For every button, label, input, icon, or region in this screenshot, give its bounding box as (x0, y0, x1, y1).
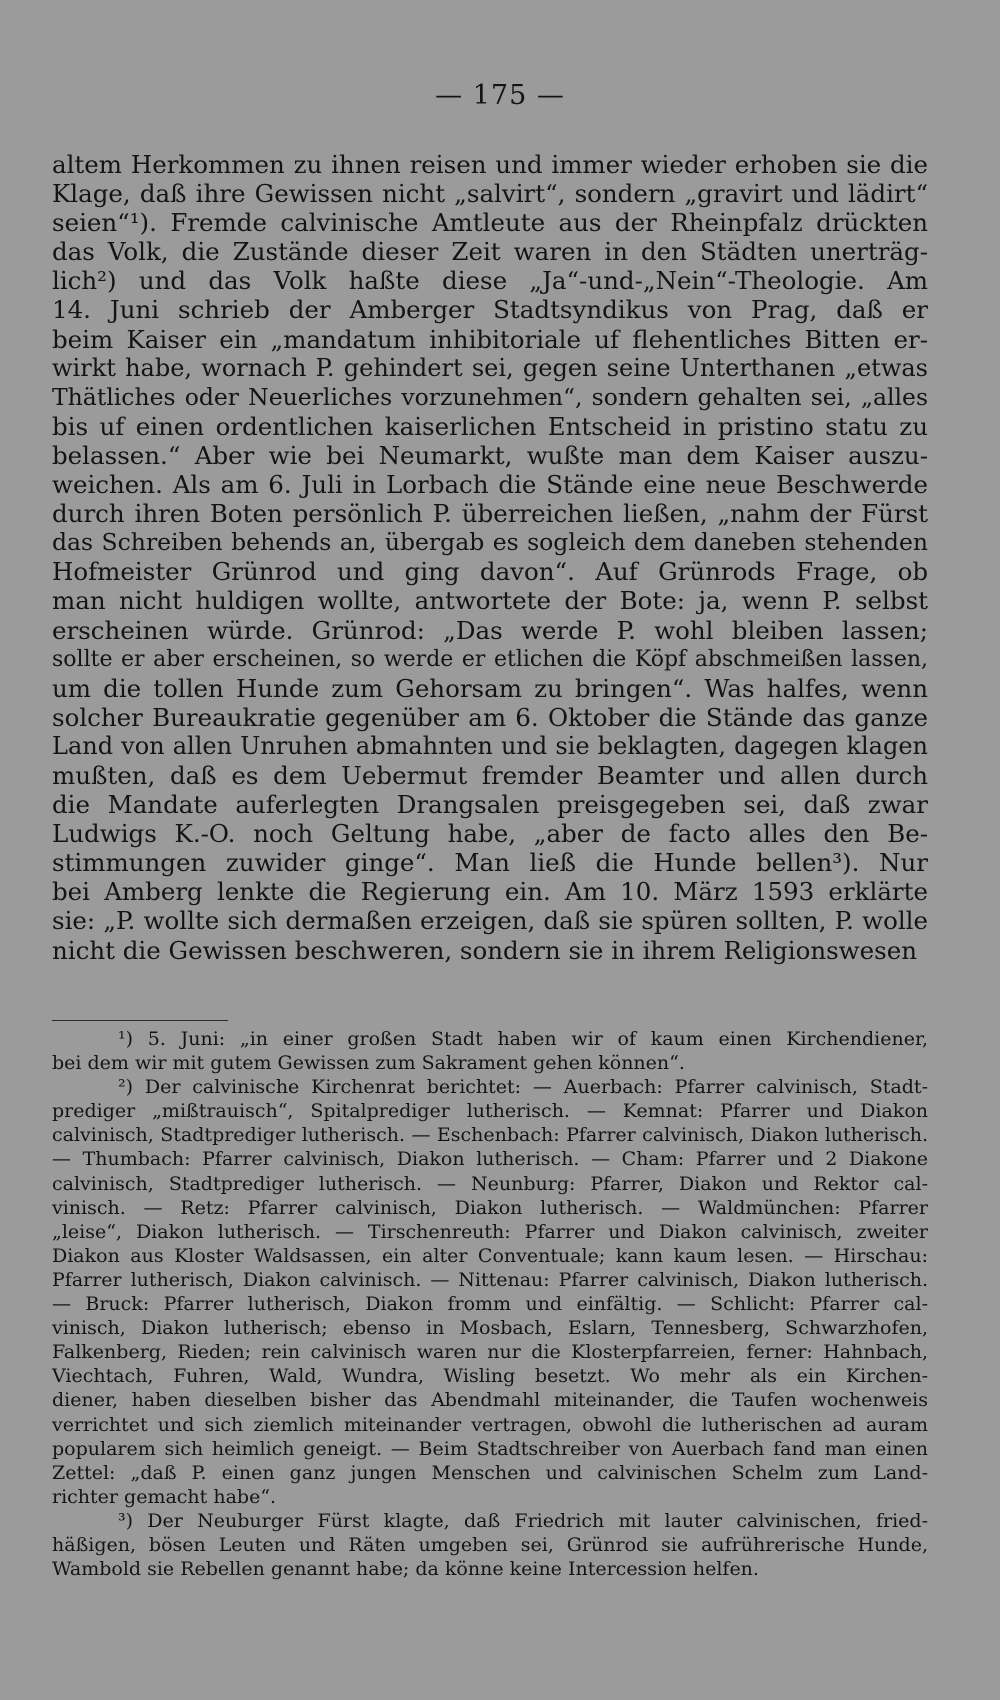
text-line: beim Kaiser ein „mandatum inhibitoriale uf flehentliches Bitten er- (52, 324, 928, 354)
text-line: durch ihren Boten persönlich P. überreichen ließen, „nahm der Fürst (52, 499, 928, 529)
text-line: mußten, daß es dem Uebermut fremder Beamter und allen durch (52, 760, 928, 790)
footnote-separator (52, 1020, 228, 1021)
footnote-line: vinisch. — Retz: Pfarrer calvinisch, Diakon lutherisch. — Waldmünchen: Pfarrer (52, 1196, 928, 1219)
footnote-line: „leise“, Diakon lutherisch. — Tirschenreuth: Pfarrer und Diakon calvinisch, zweiter (52, 1220, 928, 1243)
text-line: die Mandate auferlegten Drangsalen preisgegeben sei, daß zwar (52, 790, 928, 820)
footnote-line: Pfarrer lutherisch, Diakon calvinisch. — Nittenau: Pfarrer calvinisch, Diakon lutherisch. (52, 1268, 928, 1291)
text-line: altem Herkommen zu ihnen reisen und immer wieder erhoben sie die (52, 150, 928, 179)
footnote-line: calvinisch, Stadtprediger lutherisch. — Eschenbach: Pfarrer calvinisch, Diakon lutherisch. (52, 1124, 928, 1147)
text-line: seien“¹). Fremde calvinische Amtleute aus der Rheinpfalz drückten (52, 208, 928, 238)
text-line: stimmungen zuwider ginge“. Man ließ die Hunde bellen³). Nur (52, 848, 928, 878)
text-line: Land von allen Unruhen abmahnten und sie beklagten, dagegen klagen (52, 731, 928, 760)
text-line: sie: „P. wollte sich dermaßen erzeigen, daß sie spüren sollten, P. wolle (52, 906, 928, 936)
text-line: wirkt habe, wornach P. gehindert sei, gegen seine Unterthanen „etwas (52, 353, 928, 382)
page-number: — 175 — (435, 80, 565, 111)
text-line: belassen.“ Aber wie bei Neumarkt, wußte man dem Kaiser auszu- (52, 440, 928, 470)
text-line: das Volk, die Zustände dieser Zeit waren in den Städten unerträg- (52, 237, 928, 267)
footnote-line: ³) Der Neuburger Fürst klagte, daß Friedrich mit lauter calvinischen, fried- (118, 1509, 928, 1532)
text-line: das Schreiben behends an, übergab es sogleich dem daneben stehenden (52, 528, 928, 557)
footnote-line: — Bruck: Pfarrer lutherisch, Diakon fromm und einfältig. — Schlicht: Pfarrer cal- (52, 1293, 928, 1316)
text-line: erscheinen würde. Grünrod: „Das werde P. wohl bleiben lassen; (52, 615, 928, 645)
footnote-line: bei dem wir mit gutem Gewissen zum Sakrament gehen können“. (52, 1052, 685, 1075)
text-line: Hofmeister Grünrod und ging davon“. Auf Grünrods Frage, ob (52, 557, 928, 587)
main-text (52, 150, 928, 965)
footnote-line: richter gemacht habe“. (52, 1485, 277, 1508)
text-line: man nicht huldigen wollte, antwortete der Bote: ja, wenn P. selbst (52, 586, 928, 616)
text-line: Klage, daß ihre Gewissen nicht „salvirt“, sondern „gravirt und lädirt“ (52, 179, 928, 209)
text-line: Thätliches oder Neuerliches vorzunehmen“, sondern gehalten sei, „alles (52, 382, 928, 411)
footnote-line: häßigen, bösen Leuten und Räten umgeben sei, Grünrod sie aufrührerische Hunde, (52, 1533, 928, 1556)
footnote-line: Zettel: „daß P. einen ganz jungen Menschen und calvinischen Schelm zum Land- (52, 1461, 928, 1484)
footnote-line: popularem sich heimlich geneigt. — Beim Stadtschreiber von Auerbach fand man einen (52, 1437, 928, 1460)
text-line: bis uf einen ordentlichen kaiserlichen Entscheid in pristino statu zu (52, 411, 928, 441)
footnote-line: ¹) 5. Juni: „in einer großen Stadt haben wir of kaum einen Kirchendiener, (118, 1028, 928, 1050)
footnote-line: calvinisch, Stadtprediger lutherisch. — Neunburg: Pfarrer, Diakon und Rektor cal- (52, 1172, 928, 1195)
footnotes (52, 1027, 928, 1581)
text-line: weichen. Als am 6. Juli in Lorbach die Stände eine neue Beschwerde (52, 470, 928, 500)
footnote-line: Diakon aus Kloster Waldsassen, ein alter Conventuale; kann kaum lesen. — Hirschau: (52, 1244, 928, 1267)
footnote-line: Viechtach, Fuhren, Wald, Wundra, Wisling besetzt. Wo mehr als ein Kirchen- (52, 1365, 928, 1388)
footnote-line: prediger „mißtrauisch“, Spitalprediger lutherisch. — Kemnat: Pfarrer und Diakon (52, 1100, 928, 1123)
text-line: solcher Bureaukratie gegenüber am 6. Oktober die Stände das ganze (52, 702, 928, 732)
text-line: lich²) und das Volk haßte diese „Ja“-und-„Nein“-Theologie. Am (52, 266, 928, 296)
text-line: sollte er aber erscheinen, so werde er etlichen die Köpf abschmeißen lassen, (52, 646, 928, 672)
footnote-line: verrichtet und sich ziemlich miteinander vertragen, obwohl die lutherischen ad auram (52, 1413, 928, 1436)
text-line: Ludwigs K.-O. noch Geltung habe, „aber de facto alles den Be- (52, 819, 928, 849)
footnote-line: — Thumbach: Pfarrer calvinisch, Diakon lutherisch. — Cham: Pfarrer und 2 Diakone (52, 1148, 928, 1171)
footnote-line: Falkenberg, Rieden; rein calvinisch waren nur die Klosterpfarreien, ferner: Hahnbach, (52, 1341, 928, 1364)
text-line: nicht die Gewissen beschweren, sondern sie in ihrem Religionswesen (52, 935, 918, 965)
footnote-line: Wambold sie Rebellen genannt habe; da könne keine Intercession helfen. (52, 1558, 759, 1581)
text-line: 14. Juni schrieb der Amberger Stadtsyndikus von Prag, daß er (52, 295, 928, 325)
footnote-line: ²) Der calvinische Kirchenrat berichtet: — Auerbach: Pfarrer calvinisch, Stadt- (118, 1076, 928, 1099)
text-line: bei Amberg lenkte die Regierung ein. Am 10. März 1593 erklärte (52, 877, 928, 907)
text-line: um die tollen Hunde zum Gehorsam zu bringen“. Was halfes, wenn (52, 673, 928, 703)
footnote-line: diener, haben dieselben bisher das Abendmahl miteinander, die Taufen wochenweis (52, 1389, 928, 1412)
footnote-line: vinisch, Diakon lutherisch; ebenso in Mosbach, Eslarn, Tennesberg, Schwarzhofen, (52, 1317, 928, 1340)
